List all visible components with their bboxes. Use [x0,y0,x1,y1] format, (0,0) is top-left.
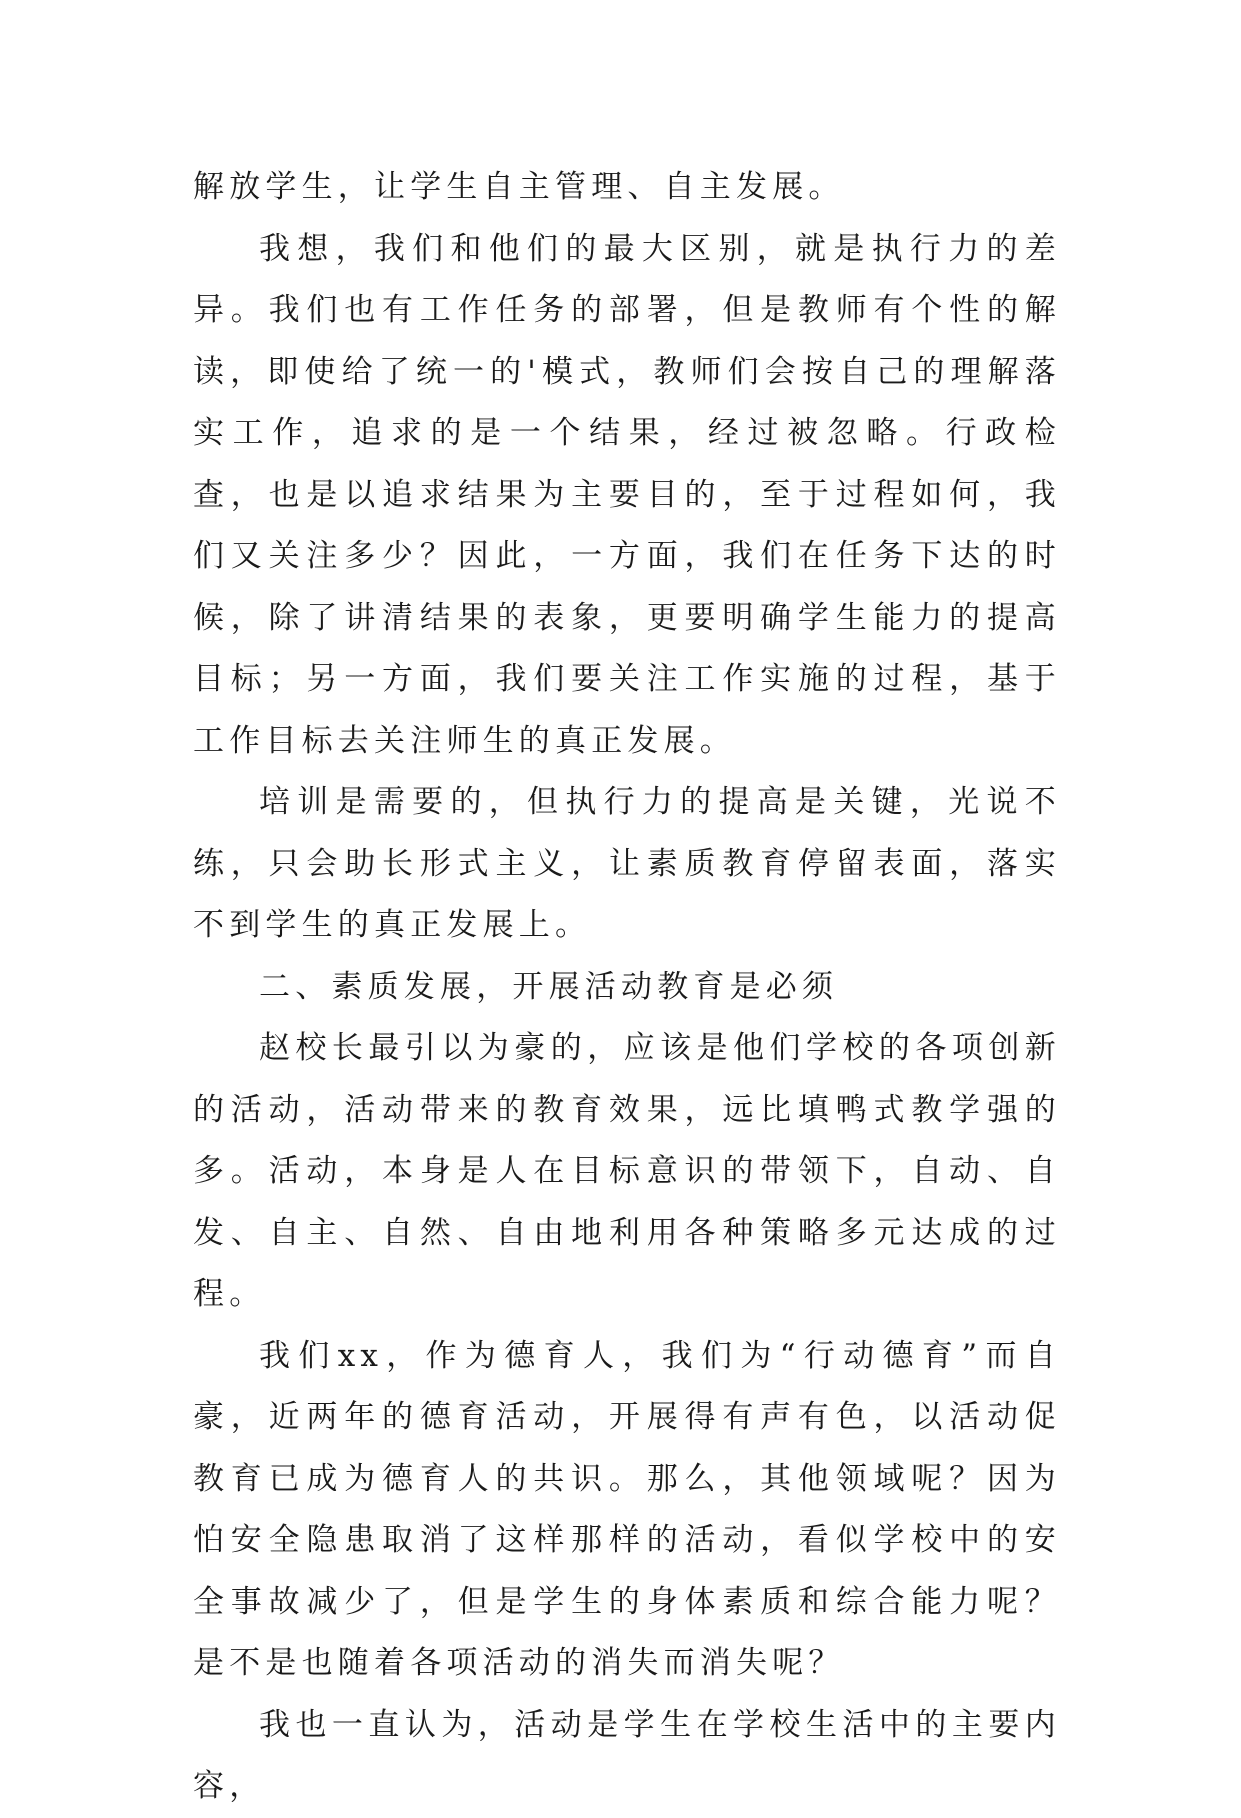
paragraph: 我想，我们和他们的最大区别，就是执行力的差异。我们也有工作任务的部署，但是教师有个性的解读，即使给了统一的'模式，教师们会按自己的理解落实工作，追求的是一个结果，经过被忽略。行政检查，也是以追求结果为主要目的，至于过程如何，我们又关注多少？因此，一方面，我们在任务下达的时候，除了讲清结果的表象，更要明确学生能力的提高目标；另一方面，我们要关注工作实施的过程，基于工作目标去关注师生的真正发展。 [193,230,1061,759]
paragraph: 我也一直认为，活动是学生在学校生活中的主要内容， [193,1706,1061,1804]
paragraph: 培训是需要的，但执行力的提高是关键，光说不练，只会助长形式主义，让素质教育停留表面，落实不到学生的真正发展上。 [193,784,1061,943]
paragraph: 赵校长最引以为豪的，应该是他们学校的各项创新的活动，活动带来的教育效果，远比填鸭式教学强的多。活动，本身是人在目标意识的带领下，自动、自发、自主、自然、自由地利用各种策略多元达成的过程。 [193,1030,1061,1312]
document-body [193,157,1061,1818]
section-heading: 二、素质发展，开展活动教育是必须 [259,968,839,1005]
paragraph: 解放学生，让学生自主管理、自主发展。 [193,169,845,205]
paragraph: 我们xx，作为德育人，我们为“行动德育”而自豪，近两年的德育活动，开展得有声有色，以活动促教育已成为德育人的共识。那么，其他领域呢？因为怕安全隐患取消了这样那样的活动，看似学校中的安全事故减少了，但是学生的身体素质和综合能力呢？是不是也随着各项活动的消失而消失呢？ [193,1337,1061,1681]
